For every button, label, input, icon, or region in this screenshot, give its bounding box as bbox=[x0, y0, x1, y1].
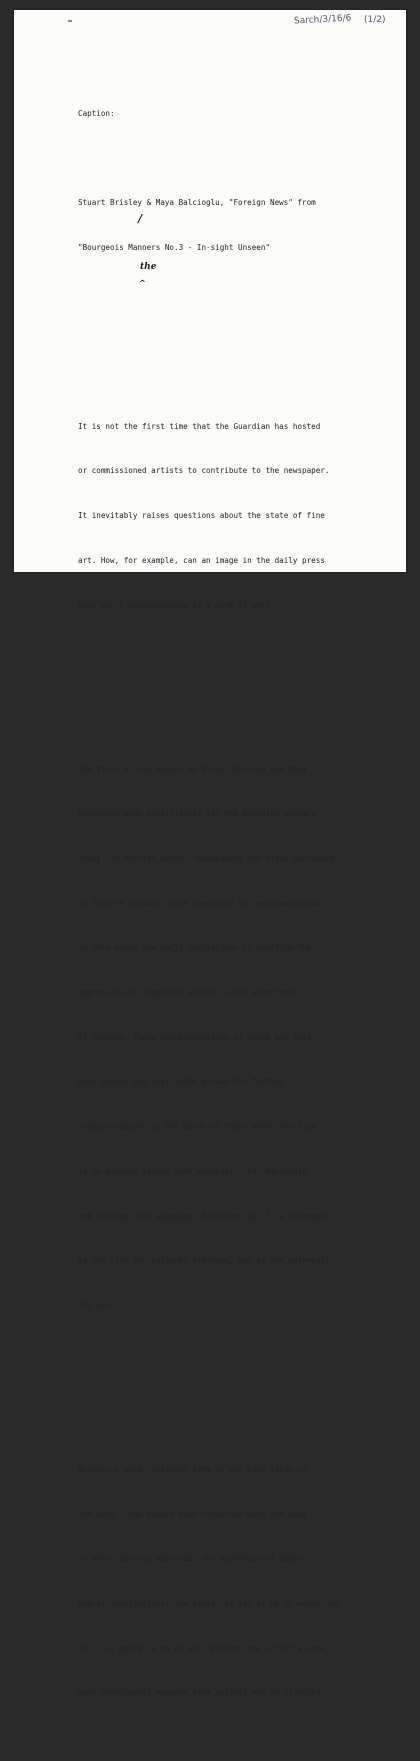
caption-line: "Bourgeois Manners No.3 - In-sight Unseen" bbox=[78, 242, 271, 252]
text-line: and Brisley "the newspaper functions as it is intended, bbox=[78, 1211, 330, 1221]
text-line: Balcioglu made specifically for the Guardian appears bbox=[78, 809, 316, 819]
text-line: It is not the first time that the Guardian has hosted bbox=[78, 421, 321, 431]
archive-reference: Sarch/3/16/6 bbox=[293, 13, 352, 27]
text-line: public institutions, the state. As far as he is concerned, bbox=[78, 1598, 344, 1608]
typed-text bbox=[78, 77, 398, 1761]
text-line: or commissioned artists to contribute to the newspaper. bbox=[78, 466, 330, 476]
text-line: even merit consideration as a work of art? bbox=[78, 600, 271, 610]
document-page bbox=[14, 10, 406, 1698]
text-line: for work. bbox=[78, 1300, 120, 1310]
text-line: of reading. These representations of image and text bbox=[78, 1032, 312, 1042]
handwritten-caret: ^ bbox=[139, 278, 146, 288]
handwritten-insertion: the bbox=[140, 262, 157, 272]
text-line: if it is going to be at all relevant the artist's work bbox=[78, 1643, 325, 1653]
text-line: interpretations in the hands of those whose function bbox=[78, 1122, 316, 1132]
paragraph-3 bbox=[78, 1433, 398, 1731]
caption-line: Stuart Brisley & Maya Balcioglu, "Foreign News" from bbox=[78, 198, 316, 208]
caption-label: Caption: bbox=[78, 108, 115, 118]
text-line: as the site for cultural dialogue, and as the materials bbox=[78, 1256, 330, 1266]
text-line: in which society operates: the mechanics of power, bbox=[78, 1554, 307, 1564]
text-line: in this sense are daily invitations to reaffirm the bbox=[78, 943, 312, 953]
page-number: (1/2) bbox=[364, 15, 386, 25]
paragraph-1 bbox=[78, 390, 398, 643]
text-line: Brisley's work- whatever form it may have taken in bbox=[78, 1464, 307, 1474]
text-line: It inevitably raises questions about the state of fine bbox=[78, 511, 325, 521]
text-line: must consciously emanate from society and be directed bbox=[78, 1688, 321, 1698]
paragraph-2 bbox=[78, 733, 398, 1344]
text-line: as filters through which the world is represented and bbox=[78, 898, 321, 908]
text-line: The first of two pieces by Stuart Brisley and Maya bbox=[78, 764, 307, 774]
text-line: today. In artists words: "Newspapers are often perceived bbox=[78, 853, 335, 863]
text-line: have become the legitimate arenas for further bbox=[78, 1077, 284, 1087]
text-line: the past - has always been concerned with the ways bbox=[78, 1509, 307, 1519]
text-line: impression of stability gained in the experience bbox=[78, 988, 298, 998]
handwritten-strike: / bbox=[138, 212, 143, 225]
text-line: is to animate images with meanings." For Balcioglu bbox=[78, 1166, 307, 1176]
punch-mark bbox=[68, 20, 72, 22]
text-line: art. How, for example, can an image in the daily press bbox=[78, 555, 325, 565]
